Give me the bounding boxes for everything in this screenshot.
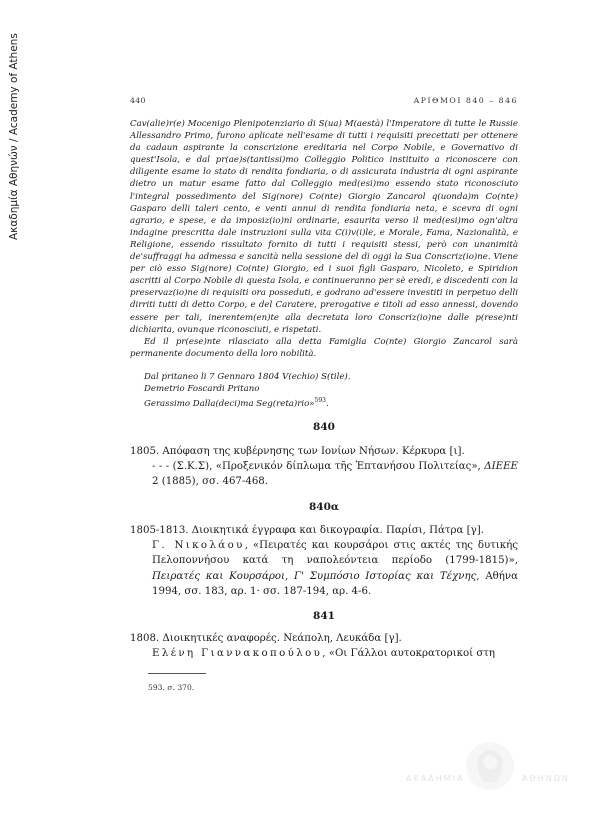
entry-840: [130, 444, 518, 490]
entry-number-841: 841: [313, 610, 335, 622]
footnote-divider: [148, 673, 206, 674]
academy-watermark: ΑΚΑΔΗΜΙΑ ΑΘΗΝΩΝ: [400, 728, 580, 808]
entry-citation: - - - (Σ.Κ.Σ), «Προξενικόν δίπλωμα τῆς Ἑπτανήσου Πολιτείας», ΔΙΕΕΕ 2 (1885), σσ. 467-468.: [152, 461, 518, 488]
author-name: Γ. Νικολάου: [152, 540, 245, 552]
transcription-paragraph: Cav(alie)r(e) Mocenigo Plenipotenziario di S(ua) M(aestà) l'Imperatore di tutte le Russie Allessandro Primo, furono aplicate nell'esame di tutti i requisiti precettati per ottenere da cadaun aspirante la conscrizione ereditaria nel Corpo Nobile, e Governativo di quest'Isola, e dal pr(ae)s(tantissi)mo Colleggio Politico instituito a riconoscere con diligente esame lo stato di rendita fondiaria, o di assicurata industria di ogni aspirante dietro un matur esame fatto dal Colleggio med(esi)mo essendo stato riconosciuto l'integral possedimento del Sig(nore) Co(nte) Giorgio Zancarol q(uonda)m Co(nte) Gasparo delli taleri cento, e venti annui di rendita fondiaria neta, e scevra di ogni agrario, e spese, e da imposiz(io)ni ordinarie, esaurita verso il med(esi)mo ogn'altra indagine prescritta dale instruzioni sulla vita C(i)v(i)le, e Morale, Fama, Nazionalità, e Religione, essendo rissultato fornito di tutti i requisiti stessi, però con unanimità de'suffraggi ha admessa e sancità nella sessione del di oggi la Sua Conscriz(io)ne. Viene per ciò esso Sig(nore) Co(nte) Giorgio, ed i suoi figli Gasparo, Nicoleto, e Spiridion ascritti al Corpo Nobile di questa Isola, e continueranno per sè eredi, e discedenti con la preservaz(io)ne di requisiti ora posseduti, e godrano ad'essere investiti in perpetuo delli dirriti tutti di detto Corpo, e del Caratere, prerogative e titoli ad esso annessi, dovendo essere per tali, inerentem(en)te alla decretata loro Conscriz(io)ne dalle p(rese)nti dichiarita, ovunque riconosciuti, e rispetati.: [130, 119, 518, 335]
entry-841: [130, 631, 518, 661]
signature-name-2: Gerassimo Dalla(deci)ma Seg(reta)rio»$^{593}$.: [144, 397, 329, 410]
entry-citation: Γ. Νικολάου, «Πειρατές και κουρσάροι στις ακτές της δυτικής Πελοποννήσου κατά τη ναπολεόντεια περίοδο (1799-1815)», Πειρατές και Κουρσάροι, Γ' Συμπόσιο Ιστορίας και Τέχνης, Αθήνα 1994, σσ. 183, αρ. 1· σσ. 187-194, αρ. 4-6.: [152, 540, 518, 597]
signature-name-1: Demetrio Foscardi Pritano: [144, 384, 260, 395]
entry-title: 1808. Διοικητικές αναφορές. Νεάπολη, Λευκάδα [γ].: [130, 633, 402, 644]
academy-logo-icon: [400, 728, 580, 808]
entry-840a: [130, 523, 518, 599]
footnote-reference[interactable]: 593: [314, 397, 326, 405]
transcription-paragraph-2: Ed il pr(ese)nte rilasciato alla detta Famiglia Co(nte) Giorgio Zancarol sarà permanente documento della loro nobilità.: [130, 336, 518, 359]
footnote: 593. σ. 370.: [148, 683, 195, 692]
entry-number-840: 840: [313, 421, 335, 433]
entry-citation: Ελένη Γιαννακοπούλου, «Οι Γάλλοι αυτοκρατορικοί στη: [152, 648, 496, 660]
archive-side-label: Ακαδημία Αθηνών / Academy of Athens: [8, 33, 20, 240]
running-title: ΑΡΙΘΜΟΙ 840 – 846: [413, 96, 518, 105]
page-number: 440: [130, 96, 146, 105]
entry-title: 1805-1813. Διοικητικά έγγραφα και δικογραφία. Παρίσι, Πάτρα [γ].: [130, 525, 484, 536]
signature-date: Dal pritaneo li 7 Gennaro 1804 V(echio) S(tile).: [144, 372, 351, 382]
document-transcription: [130, 118, 518, 360]
signature-block: [130, 371, 518, 410]
page-header: [130, 96, 518, 110]
entry-title: 1805. Απόφαση της κυβέρνησης των Ιονίων Νήσων. Κέρκυρα [ι].: [130, 446, 465, 457]
author-name: Ελένη Γιαννακοπούλου: [152, 648, 323, 660]
entry-number-840a: 840α: [309, 501, 339, 513]
